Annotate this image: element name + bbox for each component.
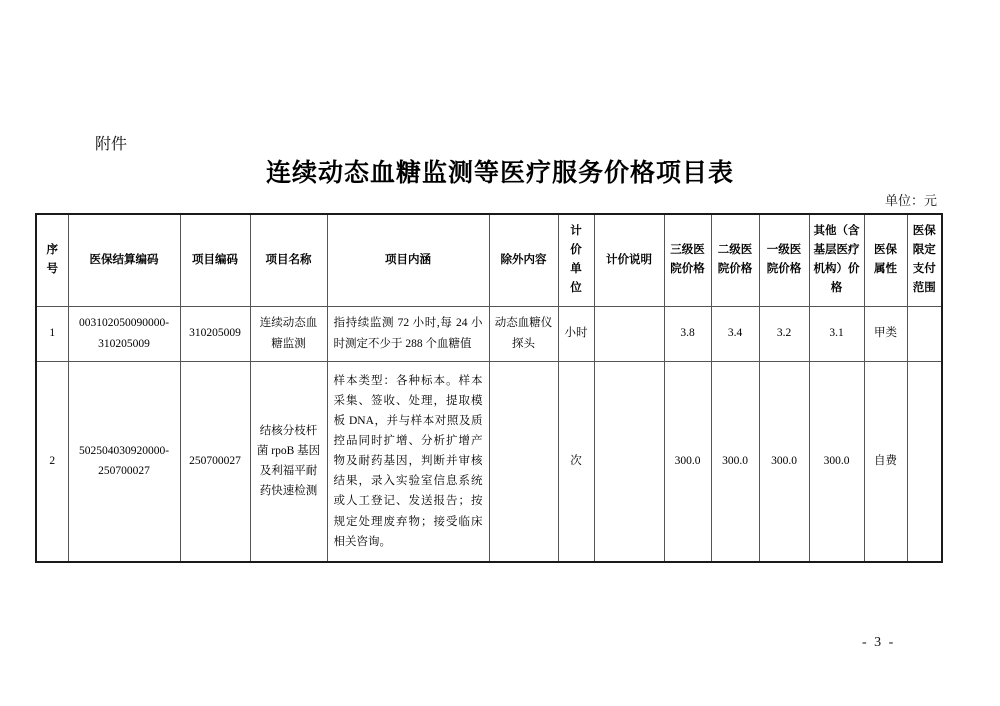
cell-tier2-price: 300.0: [711, 361, 759, 562]
cell-item-name: 连续动态血糖监测: [250, 306, 327, 361]
cell-exclusions: 动态血糖仪探头: [489, 306, 558, 361]
cell-tier3-price: 300.0: [664, 361, 711, 562]
unit-note: 单位：元: [884, 193, 937, 208]
header-item-name: 项目名称: [250, 214, 327, 306]
header-exclusions: 除外内容: [489, 214, 558, 306]
table-row: [36, 306, 942, 361]
page-number: - 3 -: [862, 635, 896, 650]
cell-item-code: 310205009: [180, 306, 250, 361]
cell-tier1-price: 300.0: [759, 361, 809, 562]
cell-insurance-class: 自费: [864, 361, 907, 562]
attachment-label: 附件: [95, 136, 128, 153]
cell-seq: 1: [36, 306, 68, 361]
header-settlement-code: 医保结算编码: [68, 214, 180, 306]
cell-pricing-unit: 次: [558, 361, 594, 562]
header-tier2-price: 二级医院价格: [711, 214, 759, 306]
header-item-code: 项目编码: [180, 214, 250, 306]
cell-other-price: 300.0: [809, 361, 864, 562]
header-tier1-price: 一级医院价格: [759, 214, 809, 306]
header-pricing-unit: 计价单位: [558, 214, 594, 306]
cell-tier3-price: 3.8: [664, 306, 711, 361]
page-title: 连续动态血糖监测等医疗服务价格项目表: [265, 160, 734, 187]
header-pricing-note: 计价说明: [594, 214, 664, 306]
cell-item-content: 样本类型：各种标本。样本采集、签收、处理，提取模板 DNA，并与样本对照及质控品同时扩增、分析扩增产物及耐药基因，判断并审核结果，录入实验室信息系统或人工登记、发送报告；按规定处理废弃物；接受临床相关咨询。: [327, 361, 489, 562]
header-other-price: 其他（含基层医疗机构）价格: [809, 214, 864, 306]
cell-insurance-limit: [907, 306, 942, 361]
cell-insurance-limit: [907, 361, 942, 562]
header-insurance-limit: 医保限定支付范围: [907, 214, 942, 306]
header-seq: 序号: [36, 214, 68, 306]
table-header-row: [36, 214, 942, 306]
cell-settlement-code: 003102050090000-310205009: [68, 306, 180, 361]
cell-item-content: 指持续监测 72 小时,每 24 小时测定不少于 288 个血糖值: [327, 306, 489, 361]
cell-other-price: 3.1: [809, 306, 864, 361]
header-tier3-price: 三级医院价格: [664, 214, 711, 306]
table-row: [36, 361, 942, 562]
cell-pricing-unit: 小时: [558, 306, 594, 361]
cell-pricing-note: [594, 306, 664, 361]
cell-item-code: 250700027: [180, 361, 250, 562]
cell-insurance-class: 甲类: [864, 306, 907, 361]
cell-exclusions: [489, 361, 558, 562]
header-item-content: 项目内涵: [327, 214, 489, 306]
cell-tier2-price: 3.4: [711, 306, 759, 361]
cell-seq: 2: [36, 361, 68, 562]
price-table: [35, 213, 943, 563]
header-insurance-class: 医保属性: [864, 214, 907, 306]
cell-tier1-price: 3.2: [759, 306, 809, 361]
cell-settlement-code: 502504030920000-250700027: [68, 361, 180, 562]
cell-pricing-note: [594, 361, 664, 562]
cell-item-name: 结核分枝杆菌 rpoB 基因及利福平耐药快速检测: [250, 361, 327, 562]
